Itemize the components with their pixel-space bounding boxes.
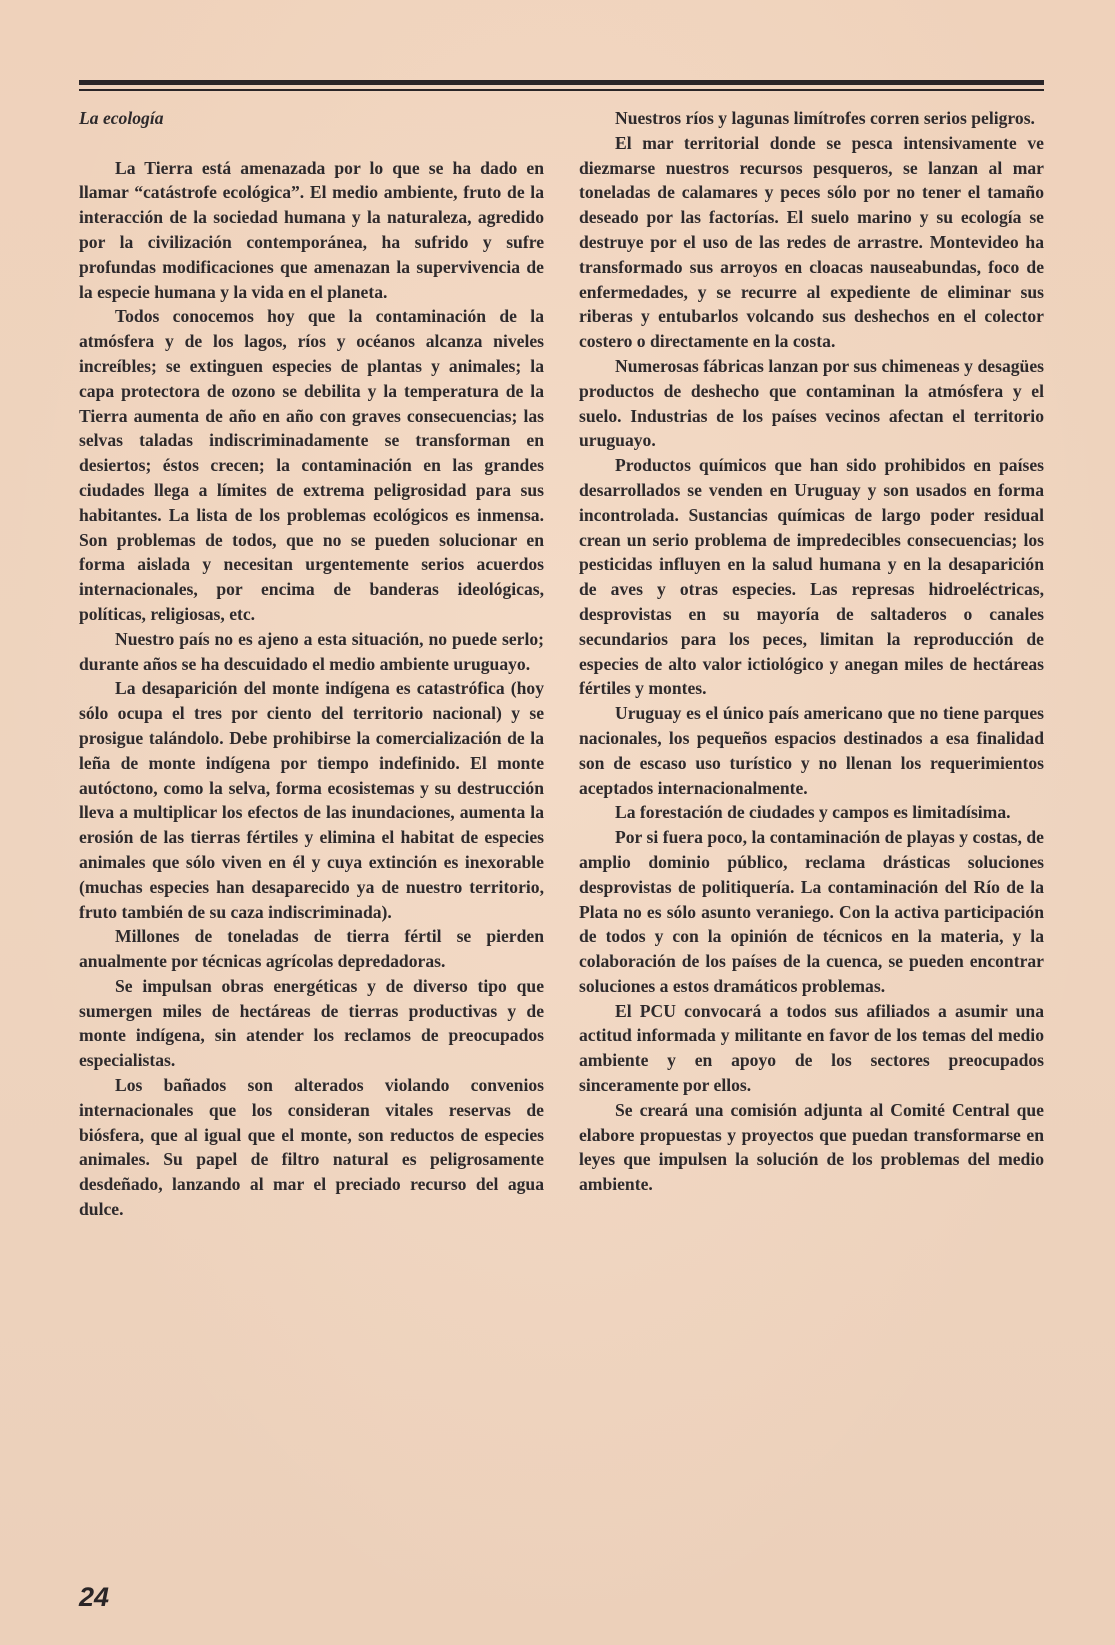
paragraph: Millones de toneladas de tierra fértil se pierden anualmente por técnicas agrícolas depredadoras.: [79, 926, 544, 972]
section-title: La ecología: [79, 108, 164, 128]
header-rule-thick: [79, 80, 1044, 85]
paragraph: La desaparición del monte indígena es catastrófica (hoy sólo ocupa el tres por ciento del territorio nacional) y se prosigue talándolo. Debe prohibirse la comercialización de la leña de monte indígena por tiempo indefinido. El monte autóctono, como la selva, forma ecosistemas y su destrucción lleva a multiplicar los efectos de las inundaciones, aumenta la erosión de las tierras fértiles y elimina el habitat de especies animales que sólo viven en él y cuya extinción es inexorable (muchas especies han desaparecido ya de nuestro territorio, fruto también de su caza indiscriminada).: [79, 678, 544, 922]
paragraph: Nuestro país no es ajeno a esta situación, no puede serlo; durante años se ha descuidado el medio ambiente uruguayo.: [79, 628, 544, 674]
page-number: 24: [79, 1582, 110, 1612]
header-rule-thin: [79, 89, 1044, 91]
right-column: [579, 106, 1044, 1197]
paragraph: Los bañados son alterados violando convenios internacionales que los consideran vitales reservas de biósfera, que al igual que el monte, son reductos de especies animales. Su papel de filtro natural es peligrosamente desdeñado, lanzando al mar el preciado recurso del agua dulce.: [79, 1075, 544, 1220]
paragraph: La forestación de ciudades y campos es limitadísima.: [615, 802, 1011, 823]
paragraph: Numerosas fábricas lanzan por sus chimeneas y desagües productos de deshecho que contaminan la atmósfera y el suelo. Industrias de los países vecinos afectan el territorio uruguayo.: [579, 355, 1044, 451]
paragraph: Por si fuera poco, la contaminación de playas y costas, de amplio dominio público, reclama drásticas soluciones desprovistas de politiquería. La contaminación del Río de la Plata no es sólo asunto veraniego. Con la activa participación de todos y con la opinión de técnicos en la materia, y la colaboración de los países de la cuenca, se pueden encontrar soluciones a estos dramáticos problemas.: [579, 827, 1044, 996]
paragraph: La Tierra está amenazada por lo que se ha dado en llamar “catástrofe ecológica”. El medio ambiente, fruto de la interacción de la sociedad humana y la naturaleza, agredido por la civilización contemporánea, ha sufrido y sufre profundas modificaciones que amenazan la supervivencia de la especie humana y la vida en el planeta.: [79, 157, 544, 302]
left-column: [79, 106, 544, 1222]
paragraph: Se impulsan obras energéticas y de diverso tipo que sumergen miles de hectáreas de tierras productivas y de monte indígena, sin atender los reclamos de preocupados especialistas.: [79, 975, 544, 1071]
paragraph: Uruguay es el único país americano que no tiene parques nacionales, los pequeños espacios destinados a esa finalidad son de escaso uso turístico y no llenan los requerimientos aceptados internacionalmente.: [579, 703, 1044, 798]
paragraph: El mar territorial donde se pesca intensivamente ve diezmarse nuestros recursos pesqueros, se lanzan al mar toneladas de calamares y peces sólo por no tener el tamaño deseado por las factorías. El suelo marino y su ecología se destruye por el uso de las redes de arrastre. Montevideo ha transformado sus arroyos en cloacas nauseabundas, foco de enfermedades, y se recurre al expediente de eliminar sus riberas y entubarlos volcando sus deshechos en el colector costero o directamente en la costa.: [579, 132, 1044, 352]
paragraph: El PCU convocará a todos sus afiliados a asumir una actitud informada y militante en favor de los temas del medio ambiente y en apoyo de los sectores preocupados sinceramente por ellos.: [579, 1000, 1044, 1096]
paragraph: Productos químicos que han sido prohibidos en países desarrollados se venden en Uruguay y son usados en forma incontrolada. Sustancias químicas de largo poder residual crean un serio problema de impredecibles consecuencias; los pesticidas influyen en la salud humana y en la desaparición de aves y otras especies. Las represas hidroeléctricas, desprovistas en su mayoría de saltaderos o canales secundarios para los peces, limitan la reproducción de especies de alto valor ictiológico y anegan miles de hectáreas fértiles y montes.: [579, 455, 1044, 699]
paragraph: Se creará una comisión adjunta al Comité Central que elabore propuestas y proyectos que puedan transformarse en leyes que impulsen la solución de los problemas del medio ambiente.: [579, 1099, 1044, 1195]
paragraph: Nuestros ríos y lagunas limítrofes corren serios peligros.: [615, 108, 1035, 128]
paragraph: Todos conocemos hoy que la contaminación de la atmósfera y de los lagos, ríos y océanos alcanza niveles increíbles; se extinguen especies de plantas y animales; la capa protectora de ozono se debilita y la temperatura de la Tierra aumenta de año en año con graves consecuencias; las selvas taladas indiscriminadamente se transforman en desiertos; éstos crecen; la contaminación en las grandes ciudades llega a límites de extrema peligrosidad para sus habitantes. La lista de los problemas ecológicos es inmensa. Son problemas de todos, que no se pueden solucionar en forma aislada y necesitan urgentemente serios acuerdos internacionales, por encima de banderas ideológicas, políticas, religiosas, etc.: [79, 306, 544, 624]
